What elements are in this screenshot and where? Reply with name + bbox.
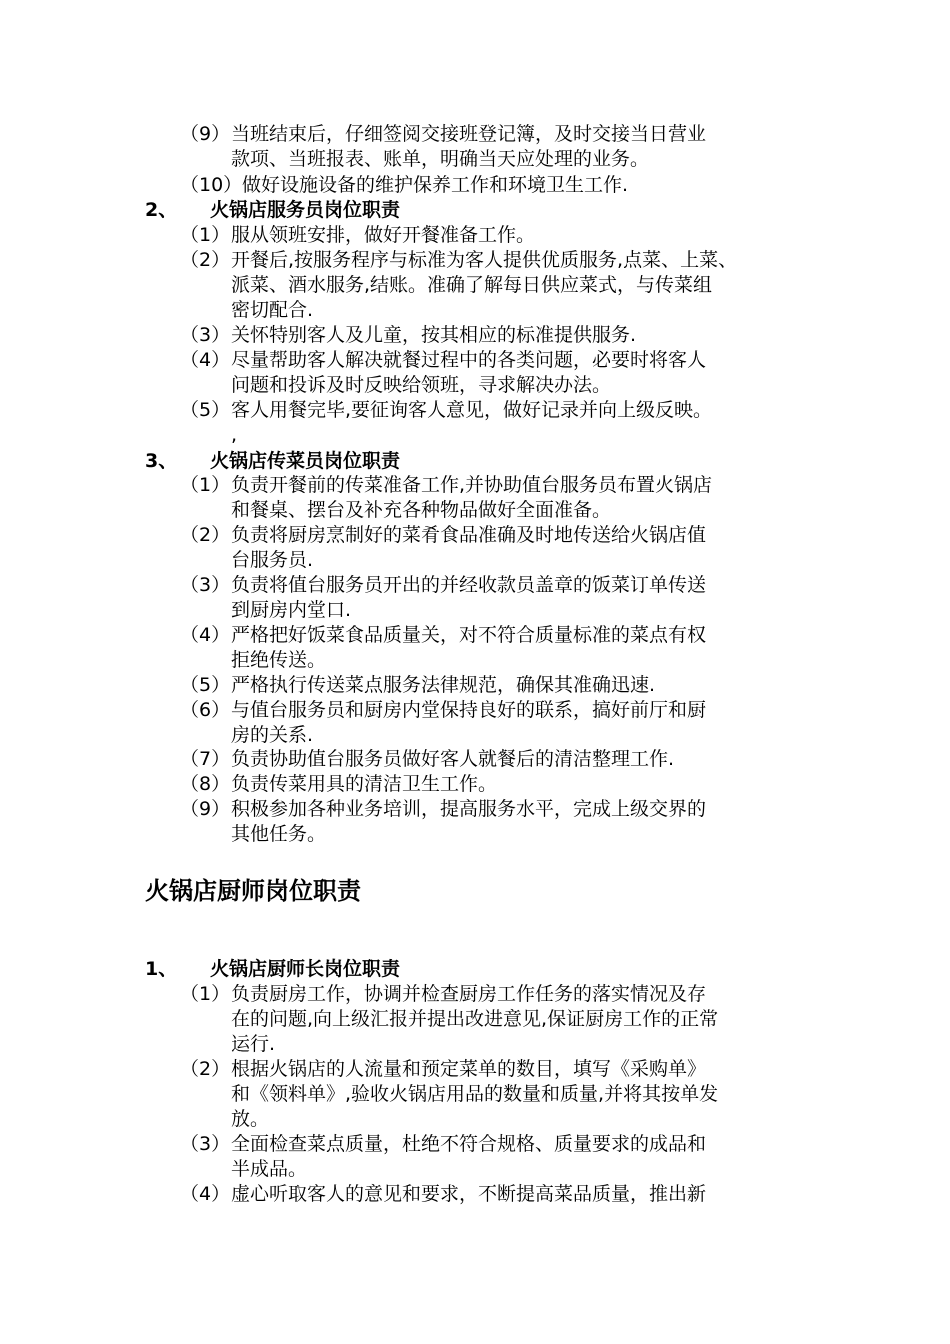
list-item	[180, 1132, 840, 1182]
item-text-line: 当班结束后，仔细签阅交接班登记簿，及时交接当日营业	[231, 123, 707, 145]
item-text-line: 客人用餐完毕,要征询客人意见，做好记录并向上级反映。	[231, 399, 713, 421]
item-text-line: 虚心听取客人的意见和要求，不断提高菜品质量，推出新	[231, 1183, 707, 1205]
item-number: （1）	[180, 983, 231, 1005]
item-text-line: 尽量帮助客人解决就餐过程中的各类问题，必要时将客人	[231, 349, 707, 371]
item-text-line: 放。	[231, 1108, 270, 1130]
list-item	[180, 348, 840, 398]
heading-text: 火锅店传菜员岗位职责	[210, 450, 401, 472]
item-text-line: 运行.	[231, 1033, 276, 1055]
item-text-line: 做好设施设备的维护保养工作和环境卫生工作.	[242, 174, 629, 196]
item-number: （3）	[180, 1133, 231, 1155]
heading-number: 1、	[145, 958, 178, 980]
item-number: （2）	[180, 1058, 231, 1080]
list-item	[180, 623, 840, 673]
item-text-line: 其他任务。	[231, 823, 327, 845]
item-text-line: 负责开餐前的传菜准备工作,并协助值台服务员布置火锅店	[231, 474, 713, 496]
item-number: （1）	[180, 224, 231, 246]
item-number: （1）	[180, 474, 231, 496]
item-text-line: 派菜、酒水服务,结账。准确了解每日供应菜式，与传菜组	[231, 274, 713, 296]
item-text-line: 负责协助值台服务员做好客人就餐后的清洁整理工作.	[231, 748, 675, 770]
item-number: （9）	[180, 123, 231, 145]
list-item	[180, 1057, 840, 1132]
item-text-line: 关怀特别客人及儿童，按其相应的标准提供服务.	[231, 324, 637, 346]
list-item	[180, 173, 840, 198]
list-item	[180, 523, 840, 573]
item-text-line: 在的问题,向上级汇报并提出改进意见,保证厨房工作的正常	[231, 1008, 719, 1030]
item-number: （4）	[180, 349, 231, 371]
list-item	[180, 673, 840, 698]
item-text-line: 服从领班安排，做好开餐准备工作。	[231, 224, 536, 246]
item-text-line: 房的关系.	[231, 724, 314, 746]
item-text-line: 负责传菜用具的清洁卫生工作。	[231, 773, 498, 795]
list-item	[180, 747, 840, 772]
item-text-line: 全面检查菜点质量，杜绝不符合规格、质量要求的成品和	[231, 1133, 707, 1155]
item-text-line: 款项、当班报表、账单，明确当天应处理的业务。	[231, 148, 650, 170]
item-text-line: 与值台服务员和厨房内堂保持良好的联系，搞好前厅和厨	[231, 699, 707, 721]
item-text-line: 和《领料单》,验收火锅店用品的数量和质量,并将其按单发	[231, 1083, 719, 1105]
item-number: （3）	[180, 574, 231, 596]
item-text-line: 问题和投诉及时反映给领班，寻求解决办法。	[231, 374, 612, 396]
item-number: （2）	[180, 524, 231, 546]
item-text-line: 积极参加各种业务培训，提高服务水平，完成上级交界的	[231, 798, 707, 820]
item-text-line: 到厨房内堂口.	[231, 599, 352, 621]
item-text-line: 严格执行传送菜点服务法律规范，确保其准确迅速.	[231, 674, 656, 696]
list-item	[180, 573, 840, 623]
list-item	[180, 772, 840, 797]
item-number: （5）	[180, 674, 231, 696]
item-number: （9）	[180, 798, 231, 820]
item-text-line: 严格把好饭菜食品质量关，对不符合质量标准的菜点有权	[231, 624, 707, 646]
heading-text: 火锅店厨师长岗位职责	[210, 958, 401, 980]
item-text-line: 负责将厨房烹制好的菜肴食品准确及时地传送给火锅店值	[231, 524, 707, 546]
item-number: （5）	[180, 399, 231, 421]
item-text-line: 根据火锅店的人流量和预定菜单的数目，填写《采购单》	[231, 1058, 707, 1080]
list-item	[180, 122, 840, 172]
list-item	[180, 982, 840, 1057]
list-item	[180, 473, 840, 523]
list-item	[180, 1182, 840, 1207]
item-text-line: 和餐桌、摆台及补充各种物品做好全面准备。	[231, 499, 612, 521]
heading-number: 2、	[145, 199, 178, 221]
item-text-line: 负责将值台服务员开出的并经收款员盖章的饭菜订单传送	[231, 574, 707, 596]
item-text-line: 台服务员.	[231, 549, 314, 571]
item-number: （6）	[180, 699, 231, 721]
item-number: （4）	[180, 1183, 231, 1205]
item-number: （10）	[180, 174, 243, 196]
list-item	[180, 248, 840, 323]
item-text-line: 密切配合.	[231, 299, 314, 321]
list-item	[180, 398, 840, 423]
item-number: （4）	[180, 624, 231, 646]
list-item	[180, 223, 840, 248]
item-text-line: 半成品。	[231, 1158, 308, 1180]
item-number: （3）	[180, 324, 231, 346]
list-item	[180, 698, 840, 748]
item-text-line: 拒绝传送。	[231, 649, 327, 671]
item-number: （8）	[180, 773, 231, 795]
stray-mark: ,	[231, 424, 238, 446]
heading-text: 火锅店服务员岗位职责	[210, 199, 401, 221]
list-item	[180, 797, 840, 847]
item-text-line: 开餐后,按服务程序与标准为客人提供优质服务,点菜、上菜、	[231, 249, 738, 271]
section-title: 火锅店厨师岗位职责	[145, 877, 361, 905]
item-text-line: 负责厨房工作，协调并检查厨房工作任务的落实情况及存	[231, 983, 707, 1005]
list-item	[180, 323, 840, 348]
heading-number: 3、	[145, 450, 178, 472]
item-number: （2）	[180, 249, 231, 271]
item-number: （7）	[180, 748, 231, 770]
